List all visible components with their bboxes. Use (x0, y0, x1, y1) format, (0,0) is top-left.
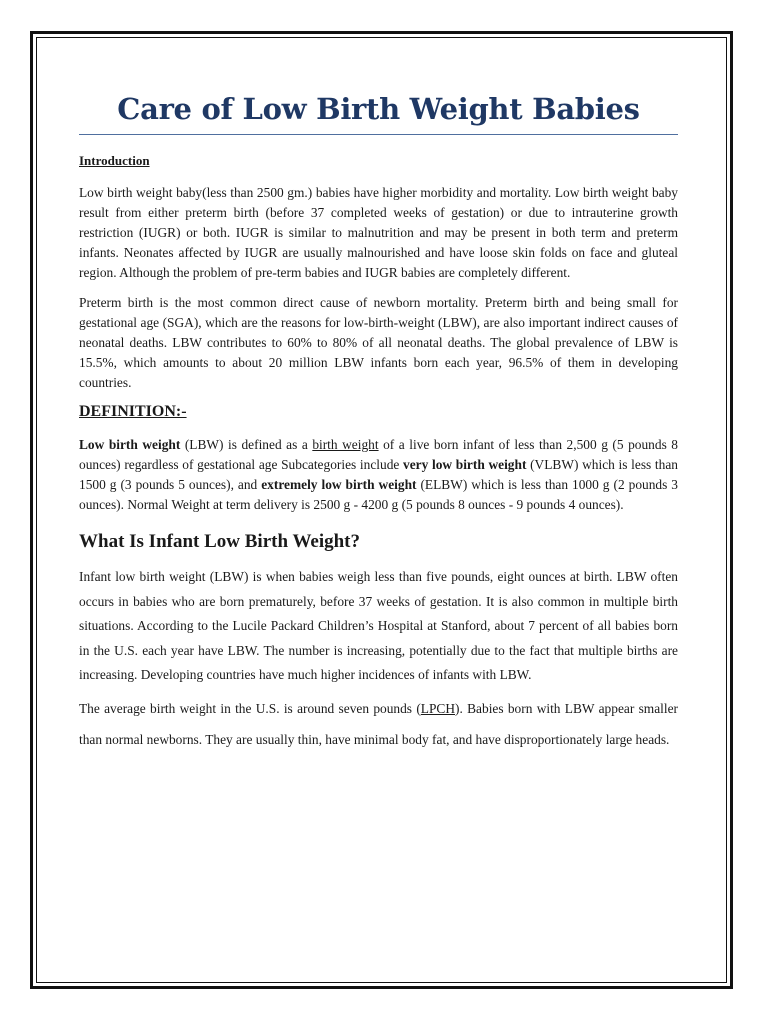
introduction-paragraph-2: Preterm birth is the most common direct cause of newborn mortality. Preterm birth and being small for gestational age (SGA), which are the reasons for low-birth-weight (LBW), are also important indirect causes of neonatal deaths. LBW contributes to 60% to 80% of all neonatal deaths. The global prevalence of LBW is 15.5%, which amounts to about 20 million LBW infants born each year, 96.5% of them in developing countries. (79, 295, 678, 390)
definition-heading: DEFINITION:- (79, 403, 187, 420)
definition-text-b: of a live born infant of less than 2,500 g (5 pounds 8 ounces) regardless of gestational age Subcategories include (79, 437, 679, 472)
what-is-lbw-paragraph-2 (79, 693, 678, 755)
introduction-paragraph-1: Low birth weight baby(less than 2500 gm.) babies have higher morbidity and mortality. Low birth weight baby result from either preterm birth (before 37 completed weeks of gestation) or due to intrauterine growth restriction (IUGR) or both. IUGR is similar to malnutrition and may be present in both term and preterm infants. Neonates affected by IUGR are usually malnourished and have loose skin folds on face and gluteal region. Although the problem of pre-term babies and IUGR babies are completely different. (79, 185, 678, 280)
birth-weight-link[interactable]: birth weight (312, 437, 379, 452)
title-underline-rule (79, 134, 678, 135)
introduction-heading: Introduction (79, 153, 150, 168)
document-body (79, 92, 678, 765)
what-p2-text-b: ). Babies born with LBW appear smaller than normal newborns. They are usually thin, have minimal body fat, and have disproportionately large heads. (79, 700, 678, 747)
document-title: Care of Low Birth Weight Babies (117, 92, 640, 126)
what-is-lbw-heading: What Is Infant Low Birth Weight? (79, 531, 361, 552)
definition-text-c: (VLBW) which is less than 1500 g (3 pounds 5 ounces), and (79, 457, 678, 492)
term-very-low-birth-weight: very low birth weight (403, 457, 527, 472)
term-extremely-low-birth-weight: extremely low birth weight (261, 477, 417, 492)
what-is-lbw-paragraph-1: Infant low birth weight (LBW) is when babies weigh less than five pounds, eight ounces at birth. LBW often occurs in babies who are born prematurely, before 37 weeks of gestation. It is also common in multiple birth situations. According to the Lucile Packard Children’s Hospital at Stanford, about 7 percent of all babies born in the U.S. each year have LBW. The number is increasing, potentially due to the fact that multiple births are increasing. Developing countries have much higher incidences of infants with LBW. (79, 569, 678, 682)
definition-text-a: (LBW) is defined as a (180, 437, 313, 452)
definition-paragraph (79, 435, 678, 515)
what-p2-text-a: The average birth weight in the U.S. is around seven pounds ( (79, 700, 421, 716)
term-low-birth-weight: Low birth weight (79, 437, 181, 452)
lpch-link[interactable]: LPCH (420, 700, 456, 716)
definition-text-d: (ELBW) which is less than 1000 g (2 pounds 3 ounces). Normal Weight at term delivery is 2500 g - 4200 g (5 pounds 8 ounces - 9 pounds 4 ounces). (79, 477, 678, 512)
